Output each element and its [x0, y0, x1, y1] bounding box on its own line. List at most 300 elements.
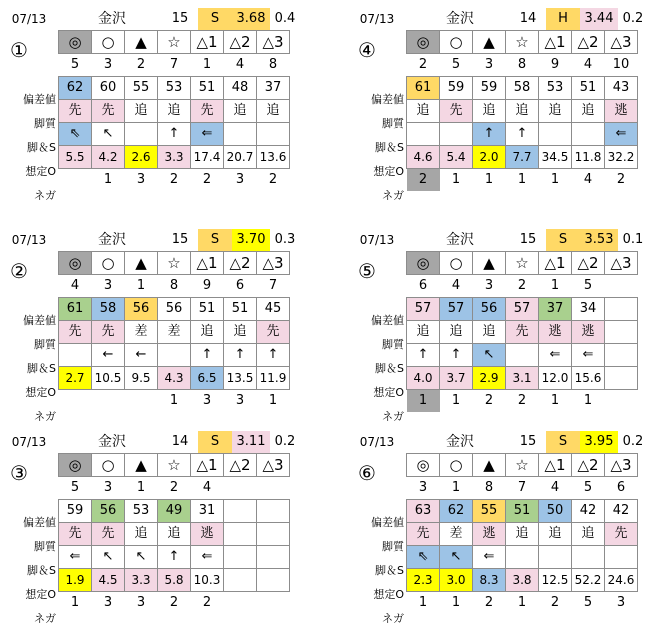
- odds-cell: 10.5: [92, 367, 125, 390]
- nega-row: [407, 169, 638, 192]
- label-style: 脚質: [382, 338, 404, 351]
- nega-cell: 1: [169, 393, 179, 408]
- race-header: [0, 431, 300, 453]
- label-leg: 脚＆S: [27, 362, 56, 375]
- style-cell: 差: [125, 321, 158, 344]
- nega-cell: 1: [268, 393, 278, 408]
- horse-number-row: [59, 54, 290, 77]
- race-panel-4: [348, 8, 648, 208]
- label-leg: 脚＆S: [375, 362, 404, 375]
- odds-row: [407, 569, 638, 592]
- nega-row: [407, 390, 638, 413]
- race-score: 3.11: [232, 431, 270, 453]
- leg-cell: ↖: [92, 123, 125, 146]
- odds-cell: 4.5: [92, 569, 125, 592]
- nega-cell: 2: [484, 595, 494, 610]
- odds-cell: 4.6: [407, 146, 440, 169]
- horse-number: 3: [103, 278, 113, 293]
- horse-number: 5: [70, 57, 80, 72]
- odds-row: [59, 146, 290, 169]
- leg-row: [59, 123, 290, 146]
- race-table: [406, 30, 638, 191]
- symbol-cell: ☆: [158, 31, 191, 54]
- race-venue: 金沢: [98, 232, 126, 248]
- deviation-row: [407, 77, 638, 100]
- leg-cell: ↑: [224, 344, 257, 367]
- odds-cell: 5.8: [158, 569, 191, 592]
- nega-cell: 1: [70, 595, 80, 610]
- horse-number: 1: [550, 278, 560, 293]
- horse-number: 6: [616, 480, 626, 495]
- label-deviation: 偏差値: [23, 314, 56, 327]
- field-size: 14: [171, 434, 189, 449]
- odds-cell: 4.3: [158, 367, 191, 390]
- label-nega: ネガ: [34, 410, 56, 423]
- deviation-cell: 61: [407, 77, 440, 100]
- nega-cell: 1: [583, 393, 593, 408]
- nega-cell: [605, 390, 638, 413]
- field-size: 14: [519, 11, 537, 26]
- leg-cell: [158, 344, 191, 367]
- nega-cell: 2: [616, 172, 626, 187]
- deviation-cell: 43: [605, 77, 638, 100]
- odds-cell: 13.5: [224, 367, 257, 390]
- style-cell: 追: [473, 100, 506, 123]
- symbol-cell: △1: [191, 31, 224, 54]
- leg-cell: [257, 123, 290, 146]
- deviation-cell: 37: [257, 77, 290, 100]
- race-grade: S: [198, 8, 232, 30]
- row-labels: [0, 309, 56, 429]
- style-cell: 追: [506, 100, 539, 123]
- symbol-row: [59, 31, 290, 54]
- leg-cell: ⇐: [191, 546, 224, 569]
- race-score: 3.70: [232, 229, 270, 251]
- deviation-cell: 48: [224, 77, 257, 100]
- odds-cell: 3.7: [440, 367, 473, 390]
- label-deviation: 偏差値: [371, 516, 404, 529]
- leg-row: [407, 344, 638, 367]
- race-date: 07/13: [11, 12, 47, 26]
- leg-cell: ↑: [158, 546, 191, 569]
- race-venue: 金沢: [446, 434, 474, 450]
- nega-cell: 2: [550, 595, 560, 610]
- horse-number: 2: [517, 278, 527, 293]
- style-row: [59, 523, 290, 546]
- nega-cell: 1: [418, 595, 428, 610]
- leg-cell: [506, 344, 539, 367]
- leg-cell: ↖: [125, 546, 158, 569]
- odds-cell: 6.5: [191, 367, 224, 390]
- style-cell: 先: [257, 321, 290, 344]
- leg-cell: ←: [125, 344, 158, 367]
- style-cell: 先: [506, 321, 539, 344]
- horse-number: 5: [583, 278, 593, 293]
- nega-cell: 3: [136, 595, 146, 610]
- style-cell: 先: [92, 321, 125, 344]
- label-nega: ネガ: [34, 612, 56, 625]
- label-leg: 脚＆S: [375, 564, 404, 577]
- leg-cell: ⇐: [605, 123, 638, 146]
- horse-number: 10: [612, 57, 630, 72]
- horse-number-row: [59, 275, 290, 298]
- symbol-cell: △1: [539, 454, 572, 477]
- race-table: [406, 453, 638, 614]
- style-row: [59, 100, 290, 123]
- style-cell: 逃: [191, 523, 224, 546]
- nega-cell: 1: [407, 390, 440, 413]
- nega-cell: 2: [202, 172, 212, 187]
- leg-cell: [539, 123, 572, 146]
- deviation-cell: [257, 500, 290, 523]
- horse-number: 7: [268, 278, 278, 293]
- style-cell: 先: [59, 523, 92, 546]
- horse-number: 4: [451, 278, 461, 293]
- style-row: [407, 523, 638, 546]
- race-header: [348, 431, 648, 453]
- leg-cell: ⇖: [407, 546, 440, 569]
- style-cell: 逃: [572, 321, 605, 344]
- leg-cell: [224, 123, 257, 146]
- leg-cell: [224, 546, 257, 569]
- nega-cell: 3: [235, 393, 245, 408]
- symbol-cell: △1: [191, 252, 224, 275]
- nega-cell: [257, 592, 290, 615]
- deviation-cell: 56: [158, 298, 191, 321]
- odds-cell: 4.2: [92, 146, 125, 169]
- deviation-cell: 51: [572, 77, 605, 100]
- horse-number: 3: [103, 57, 113, 72]
- deviation-cell: 45: [257, 298, 290, 321]
- nega-cell: 2: [169, 172, 179, 187]
- label-odds: 想定O: [25, 165, 56, 178]
- nega-cell: [125, 390, 158, 413]
- field-size: 15: [171, 232, 189, 247]
- race-score: 3.68: [232, 8, 270, 30]
- nega-cell: 1: [550, 393, 560, 408]
- style-cell: 差: [158, 321, 191, 344]
- symbol-cell: ◎: [407, 252, 440, 275]
- nega-cell: 2: [268, 172, 278, 187]
- horse-number: 9: [550, 57, 560, 72]
- nega-cell: 1: [451, 595, 461, 610]
- race-header: [348, 8, 648, 30]
- leg-cell: ⇐: [572, 344, 605, 367]
- horse-number: 8: [268, 57, 278, 72]
- nega-cell: 3: [136, 172, 146, 187]
- leg-cell: ⇐: [473, 546, 506, 569]
- odds-cell: 11.8: [572, 146, 605, 169]
- race-id: ④: [358, 38, 376, 62]
- symbol-cell: △3: [605, 252, 638, 275]
- leg-cell: ⇐: [59, 546, 92, 569]
- horse-number: [257, 477, 290, 500]
- deviation-cell: 59: [473, 77, 506, 100]
- odds-cell: 5.4: [440, 146, 473, 169]
- horse-number: 4: [70, 278, 80, 293]
- odds-cell: 1.9: [59, 569, 92, 592]
- race-date: 07/13: [359, 233, 395, 247]
- deviation-cell: 51: [191, 77, 224, 100]
- style-cell: [257, 523, 290, 546]
- race-extra: 0.4: [274, 11, 296, 26]
- race-header: [348, 229, 648, 251]
- leg-cell: [440, 123, 473, 146]
- symbol-cell: ◎: [407, 454, 440, 477]
- leg-cell: ↑: [506, 123, 539, 146]
- style-cell: 追: [158, 100, 191, 123]
- race-panel-1: [0, 8, 300, 208]
- deviation-cell: 56: [473, 298, 506, 321]
- style-cell: 先: [92, 100, 125, 123]
- style-cell: [224, 523, 257, 546]
- symbol-cell: △1: [539, 31, 572, 54]
- leg-cell: [539, 546, 572, 569]
- horse-number: [224, 477, 257, 500]
- style-cell: 先: [92, 523, 125, 546]
- style-row: [59, 321, 290, 344]
- leg-cell: [572, 546, 605, 569]
- row-labels: [348, 88, 404, 208]
- race-panel-3: [0, 431, 300, 631]
- nega-row: [59, 390, 290, 413]
- label-leg: 脚＆S: [27, 141, 56, 154]
- leg-cell: [125, 123, 158, 146]
- leg-cell: ⇖: [59, 123, 92, 146]
- nega-cell: 1: [451, 393, 461, 408]
- style-cell: 差: [440, 523, 473, 546]
- horse-number: 1: [136, 278, 146, 293]
- race-venue: 金沢: [446, 232, 474, 248]
- deviation-cell: 31: [191, 500, 224, 523]
- horse-number: 8: [517, 57, 527, 72]
- horse-number: 2: [169, 480, 179, 495]
- symbol-cell: ▲: [125, 31, 158, 54]
- deviation-cell: 63: [407, 500, 440, 523]
- style-cell: 追: [224, 100, 257, 123]
- horse-number: 5: [70, 480, 80, 495]
- horse-number: 5: [583, 480, 593, 495]
- odds-cell: 3.3: [158, 146, 191, 169]
- label-leg: 脚＆S: [375, 141, 404, 154]
- odds-row: [407, 367, 638, 390]
- horse-number: 4: [583, 57, 593, 72]
- horse-number: 6: [235, 278, 245, 293]
- race-panel-5: [348, 229, 648, 429]
- horse-number: 4: [202, 480, 212, 495]
- deviation-cell: 56: [125, 298, 158, 321]
- odds-cell: 2.3: [407, 569, 440, 592]
- race-id: ①: [10, 38, 28, 62]
- deviation-cell: 62: [59, 77, 92, 100]
- nega-cell: 1: [103, 172, 113, 187]
- leg-cell: ↖: [440, 546, 473, 569]
- deviation-row: [59, 298, 290, 321]
- symbol-cell: ▲: [473, 252, 506, 275]
- nega-cell: 2: [202, 595, 212, 610]
- symbol-cell: ▲: [473, 31, 506, 54]
- style-cell: 先: [59, 100, 92, 123]
- odds-cell: 24.6: [605, 569, 638, 592]
- deviation-cell: 57: [407, 298, 440, 321]
- deviation-cell: 50: [539, 500, 572, 523]
- symbol-cell: △2: [224, 31, 257, 54]
- horse-number: 4: [550, 480, 560, 495]
- leg-cell: [407, 123, 440, 146]
- symbol-cell: ☆: [506, 454, 539, 477]
- label-style: 脚質: [34, 338, 56, 351]
- symbol-cell: △2: [572, 252, 605, 275]
- odds-cell: [605, 367, 638, 390]
- odds-cell: 2.9: [473, 367, 506, 390]
- style-cell: 先: [440, 100, 473, 123]
- style-cell: [605, 321, 638, 344]
- deviation-cell: 42: [572, 500, 605, 523]
- symbol-cell: △3: [257, 31, 290, 54]
- odds-cell: 3.8: [506, 569, 539, 592]
- horse-number: 5: [451, 57, 461, 72]
- leg-cell: ↑: [473, 123, 506, 146]
- odds-cell: 4.0: [407, 367, 440, 390]
- style-cell: 追: [572, 523, 605, 546]
- nega-cell: [92, 390, 125, 413]
- field-size: 15: [519, 434, 537, 449]
- leg-cell: [257, 546, 290, 569]
- deviation-cell: 56: [92, 500, 125, 523]
- deviation-cell: 49: [158, 500, 191, 523]
- style-cell: 逃: [605, 100, 638, 123]
- symbol-cell: ◎: [407, 31, 440, 54]
- nega-row: [407, 592, 638, 615]
- style-cell: 追: [224, 321, 257, 344]
- deviation-cell: 51: [506, 500, 539, 523]
- leg-row: [407, 123, 638, 146]
- odds-cell: 10.3: [191, 569, 224, 592]
- symbol-cell: △3: [257, 454, 290, 477]
- nega-cell: 1: [550, 172, 560, 187]
- label-nega: ネガ: [382, 410, 404, 423]
- style-cell: 先: [59, 321, 92, 344]
- race-score: 3.95: [580, 431, 618, 453]
- symbol-cell: △1: [191, 454, 224, 477]
- odds-cell: 34.5: [539, 146, 572, 169]
- deviation-row: [59, 500, 290, 523]
- odds-cell: 52.2: [572, 569, 605, 592]
- label-style: 脚質: [34, 117, 56, 130]
- nega-cell: 1: [517, 595, 527, 610]
- style-row: [407, 321, 638, 344]
- odds-cell: 9.5: [125, 367, 158, 390]
- horse-number: 3: [484, 278, 494, 293]
- label-deviation: 偏差値: [23, 93, 56, 106]
- race-extra: 0.2: [274, 434, 296, 449]
- race-extra: 0.1: [622, 232, 644, 247]
- style-cell: 追: [257, 100, 290, 123]
- horse-number-row: [407, 275, 638, 298]
- leg-cell: ↑: [440, 344, 473, 367]
- symbol-row: [59, 252, 290, 275]
- label-style: 脚質: [34, 540, 56, 553]
- odds-cell: 7.7: [506, 146, 539, 169]
- deviation-cell: 57: [440, 298, 473, 321]
- leg-cell: ↑: [257, 344, 290, 367]
- label-leg: 脚＆S: [27, 564, 56, 577]
- horse-number: 6: [418, 278, 428, 293]
- race-panel-6: [348, 431, 648, 631]
- race-id: ③: [10, 461, 28, 485]
- horse-number-row: [407, 477, 638, 500]
- deviation-row: [59, 77, 290, 100]
- horse-number: 2: [136, 57, 146, 72]
- nega-cell: 2: [517, 393, 527, 408]
- label-deviation: 偏差値: [371, 93, 404, 106]
- odds-row: [59, 367, 290, 390]
- horse-number: [605, 275, 638, 298]
- race-table: [58, 453, 290, 614]
- symbol-cell: △2: [224, 454, 257, 477]
- odds-cell: [257, 569, 290, 592]
- race-panel-2: [0, 229, 300, 429]
- deviation-cell: 58: [92, 298, 125, 321]
- nega-cell: 3: [616, 595, 626, 610]
- nega-cell: 3: [235, 172, 245, 187]
- symbol-cell: △3: [605, 31, 638, 54]
- race-header: [0, 229, 300, 251]
- label-nega: ネガ: [34, 189, 56, 202]
- symbol-cell: ○: [92, 454, 125, 477]
- style-cell: 先: [191, 100, 224, 123]
- style-cell: 追: [506, 523, 539, 546]
- deviation-cell: 58: [506, 77, 539, 100]
- style-cell: 追: [572, 100, 605, 123]
- style-cell: 追: [440, 321, 473, 344]
- style-cell: 逃: [473, 523, 506, 546]
- race-extra: 0.3: [274, 232, 296, 247]
- race-grade: S: [198, 431, 232, 453]
- odds-cell: 3.1: [506, 367, 539, 390]
- symbol-cell: ○: [440, 31, 473, 54]
- race-date: 07/13: [11, 435, 47, 449]
- leg-cell: [506, 546, 539, 569]
- symbol-row: [407, 31, 638, 54]
- race-id: ⑥: [358, 461, 376, 485]
- nega-cell: [59, 390, 92, 413]
- horse-number-row: [407, 54, 638, 77]
- symbol-cell: ◎: [59, 252, 92, 275]
- style-cell: 追: [191, 321, 224, 344]
- race-date: 07/13: [11, 233, 47, 247]
- leg-cell: [605, 546, 638, 569]
- horse-number: 4: [235, 57, 245, 72]
- deviation-cell: 61: [59, 298, 92, 321]
- leg-cell: [59, 344, 92, 367]
- deviation-cell: [605, 298, 638, 321]
- race-venue: 金沢: [446, 11, 474, 27]
- label-deviation: 偏差値: [371, 314, 404, 327]
- odds-cell: 2.6: [125, 146, 158, 169]
- nega-cell: 3: [202, 393, 212, 408]
- deviation-row: [407, 500, 638, 523]
- leg-cell: ↑: [158, 123, 191, 146]
- leg-row: [407, 546, 638, 569]
- race-id: ⑤: [358, 259, 376, 283]
- symbol-cell: ▲: [125, 454, 158, 477]
- race-grade: S: [546, 431, 580, 453]
- odds-cell: 3.0: [440, 569, 473, 592]
- leg-row: [59, 546, 290, 569]
- deviation-cell: 53: [539, 77, 572, 100]
- leg-cell: ↑: [407, 344, 440, 367]
